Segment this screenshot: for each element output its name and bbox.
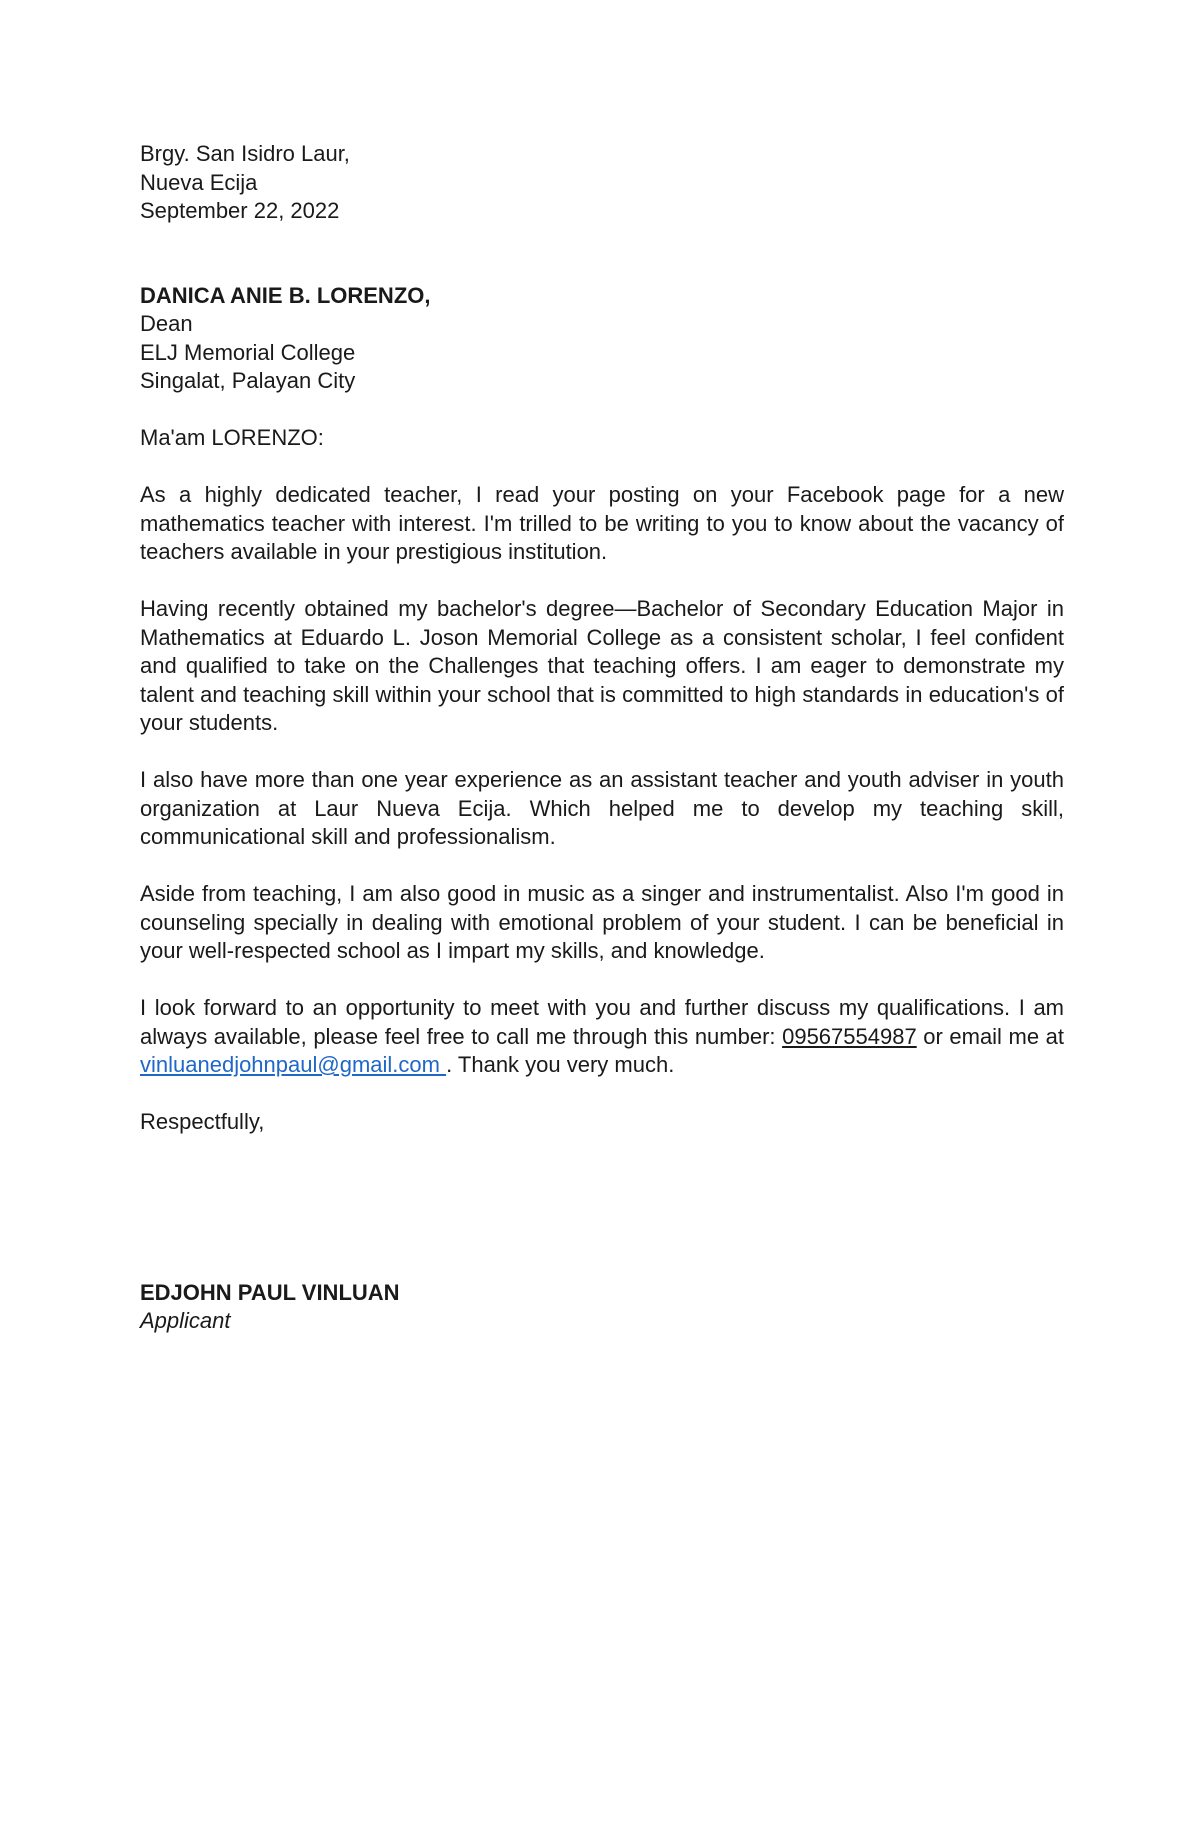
recipient-name: DANICA ANIE B. LORENZO, — [140, 282, 431, 308]
phone-number-link[interactable]: 09567554987 — [782, 1023, 917, 1049]
recipient-block — [140, 282, 1064, 396]
body-paragraph-1: As a highly dedicated teacher, I read your posting on your Facebook page for a new mathematics teacher with interest. I'm trilled to be writing to you to know about the vacancy of teachers available in your prestigious institution. — [140, 482, 1064, 564]
body-paragraph-4: Aside from teaching, I am also good in music as a singer and instrumentalist. Also I'm good in counseling specially in dealing with emotional problem of your student. I can be beneficial in your well-respected school as I impart my skills, and knowledge. — [140, 881, 1064, 963]
sender-block — [140, 140, 1064, 226]
spacer — [140, 396, 1064, 425]
signature-space — [140, 1137, 1064, 1279]
body-paragraph-3: I also have more than one year experience as an assistant teacher and youth adviser in youth organization at Laur Nueva Ecija. Which helped me to develop my teaching skill, communicational skill and professionalism. — [140, 767, 1064, 849]
email-link[interactable]: vinluanedjohnpaul@gmail.com — [140, 1052, 447, 1077]
body-paragraph-5 — [140, 994, 1064, 1080]
spacer — [140, 738, 1064, 767]
salutation: Ma'am LORENZO: — [140, 425, 324, 450]
spacer — [140, 852, 1064, 881]
spacer — [140, 966, 1064, 995]
spacer — [140, 453, 1064, 482]
sender-address-line1: Brgy. San Isidro Laur, — [140, 141, 350, 166]
signature-role: Applicant — [140, 1308, 231, 1333]
contact-text-before-phone: I look forward to an opportunity to meet with you and further discuss my qualifications. I am always available, please feel free to call me through this number: — [140, 995, 1064, 1049]
letter-date: September 22, 2022 — [140, 198, 340, 223]
signature-block — [140, 1279, 1064, 1336]
recipient-title: Dean — [140, 311, 193, 336]
spacer — [140, 567, 1064, 596]
body-paragraph-2: Having recently obtained my bachelor's degree—Bachelor of Secondary Education Major in Mathematics at Eduardo L. Joson Memorial College as a consistent scholar, I feel confident and qualified to take on the Challenges that teaching offers. I am eager to demonstrate my talent and teaching skill within your school that is committed to high standards in education's of your students. — [140, 596, 1064, 735]
closing: Respectfully, — [140, 1109, 265, 1134]
spacer — [140, 1080, 1064, 1109]
recipient-institution: ELJ Memorial College — [140, 339, 356, 365]
recipient-address: Singalat, Palayan City — [140, 368, 356, 393]
contact-text-after: . Thank you very much. — [446, 1052, 675, 1077]
signature-name: EDJOHN PAUL VINLUAN — [140, 1279, 400, 1305]
spacer — [140, 226, 1064, 282]
cover-letter — [140, 140, 1064, 1336]
contact-text-between: or email me at — [916, 1023, 1064, 1049]
sender-address-line2: Nueva Ecija — [140, 169, 258, 195]
